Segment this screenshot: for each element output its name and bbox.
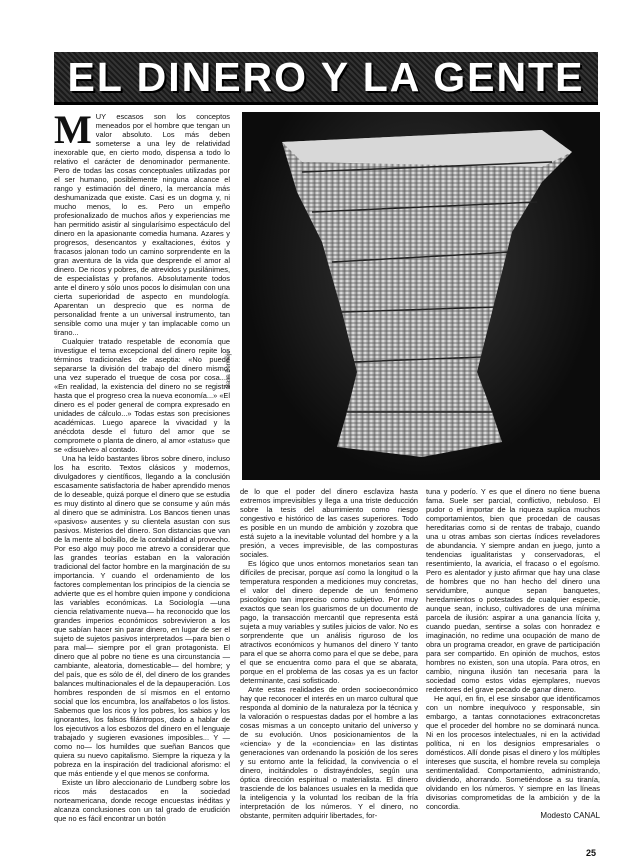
paragraph: Ante estas realidades de orden socioeconómico hay que reconocer el interés en un marco cultural que responda al dominio de la naturaleza por la técnica y la valoración o respuestas dadas por el hombre a las cosas mismas a un concepto unitario del universo y de su evolución. Unos posicionamientos de la «ciencia» y de la «conciencia» en las distintas generaciones van ordenando la posición de los seres y su entorno ante la felicidad, la convivencia o el dinero, incitándoles o distrayéndoles, según una óptica dirección espiritual o materialista. El dinero trasciende de los balances usuales en la medida que la inteligencia y la voluntad los reciban de la fría interpretación de los números. Y el dinero, no obstante, permiten adquirir libertades, for-	[240, 685, 418, 820]
author-signature: Modesto CANAL	[540, 811, 600, 820]
money-stack-icon	[242, 112, 600, 480]
page-number: 25	[586, 848, 597, 858]
paragraph: de lo que el poder del dinero esclaviza hasta extremos imprevisibles y llega a una triste deducción sobre la tesis del aburrimiento como riesgo congestivo e histórico de las cases superiores. Todo es posible en un mundo de ambición y zozobra que está sujeto a la inevitable voluntad del hombre y a la presión, a veces imprevisible, de las composturas sociales.	[240, 487, 418, 559]
paragraph: Cualquier tratado respetable de economía que investigue el tema excepcional del dinero repite los términos tradicionales de aseptia: «No puede separarse la división del trabajo del dinero mismo, una vez superado el trueque de cosa por cosa...» «En realidad, la existencia del dinero no se registra hasta que el progreso crea la nueva economía...» «El dinero es el poder general de compra expresado en unidades de cálculo...» Todas estas son precisiones académicas. Luego aparece la vivacidad y la anécdota desde el futuro del amor que se compromete o planta de dinero, al amor «status» que se «disuelve» al contado.	[54, 337, 230, 454]
column-left	[54, 107, 230, 823]
paragraph: Una ha leído bastantes libros sobre dinero, incluso los ha escrito. Textos clásicos y modernos, divulgadores y científicos, llegando a la conclusión escasamente satisfactoria de haber aprendido menos de lo deseable, quizá porque el dinero que se estudia es muy distinto al dinero que se consume y aún más al dinero que se administra. Los Bancos tienen unas «pasivos» ausentes y su clientela asustan con sus pasivos. Misterios del dinero. Son distancias que van de la mente al bolsillo, de la contabilidad al provecho. Por eso algo muy poco me atrevo a considerar que las grandes teorías estaban en la valoración tradicional del factor hombre en la marginación de su importancia. Y cuando el ordenamiento de los factores complementan los principios de la ciencia se advierte que es el hombre quien impone y condiciona las variables económicas. La Sociología —una ciencia relativamente nueva— ha reconocido que los grandes imperios económicos sobrevivieron a los que sabían hacer sin parar dinero, en lugar de ser el sujeto de sujetos pasivos interpretados —para bien o para mal— siempre por el gran protagonista. El dinero que al pobre no tiene es una circunstancia —cambiante, aleatoria, domesticable— del hombre; y del país, que es sólo de él, del dinero de los grandes balances multinacionales el de la depauperación. Los hombres responden de sí mismos en el entorno social que los encumbra, los analfabetos o los listos. Sabemos que los ricos y los pobres, los sabios y los ignorantes, los falsos filántropos, dado a hablar de los ejecutivos a los esbozos del dinero en el lenguaje trabajado y sugieren evasiones imposibles... Y —como no— los humildes que sueñan Bancos que quiera su nuevo capitalismo. Siempre la riqueza y la pobreza en la inspiración del tradicional aforismo: el que más entiende y el que menos se conforma.	[54, 454, 230, 778]
money-stack-photo	[242, 112, 600, 480]
paragraph: He aquí, en fin, el ese sinsabor que identificamos con un nombre inequívoco y responsable, sin embargo, a tantas connotaciones extraconcretas que el proceder del hombre no se dominará nunca. Ni en los procesos intelectuales, ni en la actividad política, ni en los designios empresariales o domésticos. Allí donde pisas el dinero y los múltiples intereses que suscita, el hombre revela su compleja sentimentalidad. Comportamiento, administrando, dividiendo, ahorrando. Sometiéndose a su tiranía, olvidando en los números. Y siempre en las líneas divisorias comprometidas de la ambición y de la concordia.	[426, 694, 600, 811]
title-banner	[54, 52, 598, 105]
paragraph: Existe un libro aleccionario de Lundberg sobre los ricos más destacados en la sociedad norteamericana, donde recoge encuestas inéditas y alcanza conclusiones con un tal grado de erudición que no es fácil encontrar un botón	[54, 778, 230, 823]
column-middle	[240, 487, 418, 820]
paragraph: UY escasos son los conceptos meneados por el hombre que tengan un valor absoluto. Los más deben someterse a una ley de relatividad inexorable que, en cierto modo, dispensa a todo lo relativo el carácter de denominador permanente. Pero de todas las cosas conceptuales utilizadas por el ser humano, posiblemente ninguna alcance el rango y estimación del dinero, la mercancía más deshumanizada que existe. Casi es un dogma y, ni mucho menos, lo es. Pero un empeño profesionalizado de muchos años y experiencias me han permitido asistir al singularísimo espectáculo del dinero en la apasionante comedia humana. Azares y progresos, desencantos y exaltaciones, éxitos y fracasos jalonan todo un camino sorprendente en la gran aventura de la vida que desprende el amor al dinero. De ricos y pobres, de atrevidos y pusilánimes, de especialistas y profanos. Absolutamente todos ante el dinero y sólo unos pocos lo disimulan con una cierta superioridad de aspecto en mundología. Aparentan un desprecio que es norma de personalidad frente a un universal instrumento, tan sensible como una mujer y tan implacable como un tirano...	[54, 112, 230, 337]
paragraph: Es lógico que unos entornos monetarios sean tan difíciles de precisar, porque así como la longitud o la temperatura responden a mediciones muy concretas, el valor del dinero depende de un fenómeno psicológico tan impreciso como subjetivo. Por muy exactos que sean los guarismos de un documento de pago, la transacción mercantil que representa está sujeta a muy variables y sutiles juicios de valor. No es sorprendente que un análisis riguroso de los atractivos económicos y humanos del dinero Y tanto para el que se ahorra como para el que se debe, para el que se encuentra como para el que se abarata, porque en el problema de las cosas ya es un factor determinante, casi sofisticado.	[240, 559, 418, 685]
paragraph: tuna y poderío. Y es que el dinero no tiene buena fama. Suele ser parcial, conflictivo, nebuloso. El pudor o el importar de la riqueza suplica muchos comportamientos, bien que procedan de causas hereditarias como si de rentas de trabajo, cuando una u otras ambas son ciertas índices reveladores de abundancia. Y siempre andan en juego, junto a tendencias igualitaristas y conservadoras, el resentimiento, la avaricia, el fracaso o el egoísmo. Pero es alentador y justo afirmar que hay una clase de hombres que no han hecho del dinero una servidumbre, aunque sepan banquetes, heredamientos o potestades de cualquier especie, aunque sean, incluso, cultivadores de una mínima parcela de ilusión: aspirar a una ganancia lícita y, cuando puedan, sentirse a solas con honradez e imaginación, no redime una ocupación de mano de obra un programa creador, en grave de participación para ser compartido. En opinión de muchos, estos hombres no existen, son una utopía. Para otros, en cambio, ninguna ilusión tan necesaria para la sociedad como estos vidas ejemplares, nuevos redentores del grave pecado de ganar dinero.	[426, 487, 600, 694]
column-right	[426, 487, 600, 820]
photo-credit: Basa Bermejo	[226, 350, 232, 388]
drop-cap: M	[54, 107, 92, 152]
article-title: EL DINERO Y LA GENTE	[67, 53, 585, 100]
